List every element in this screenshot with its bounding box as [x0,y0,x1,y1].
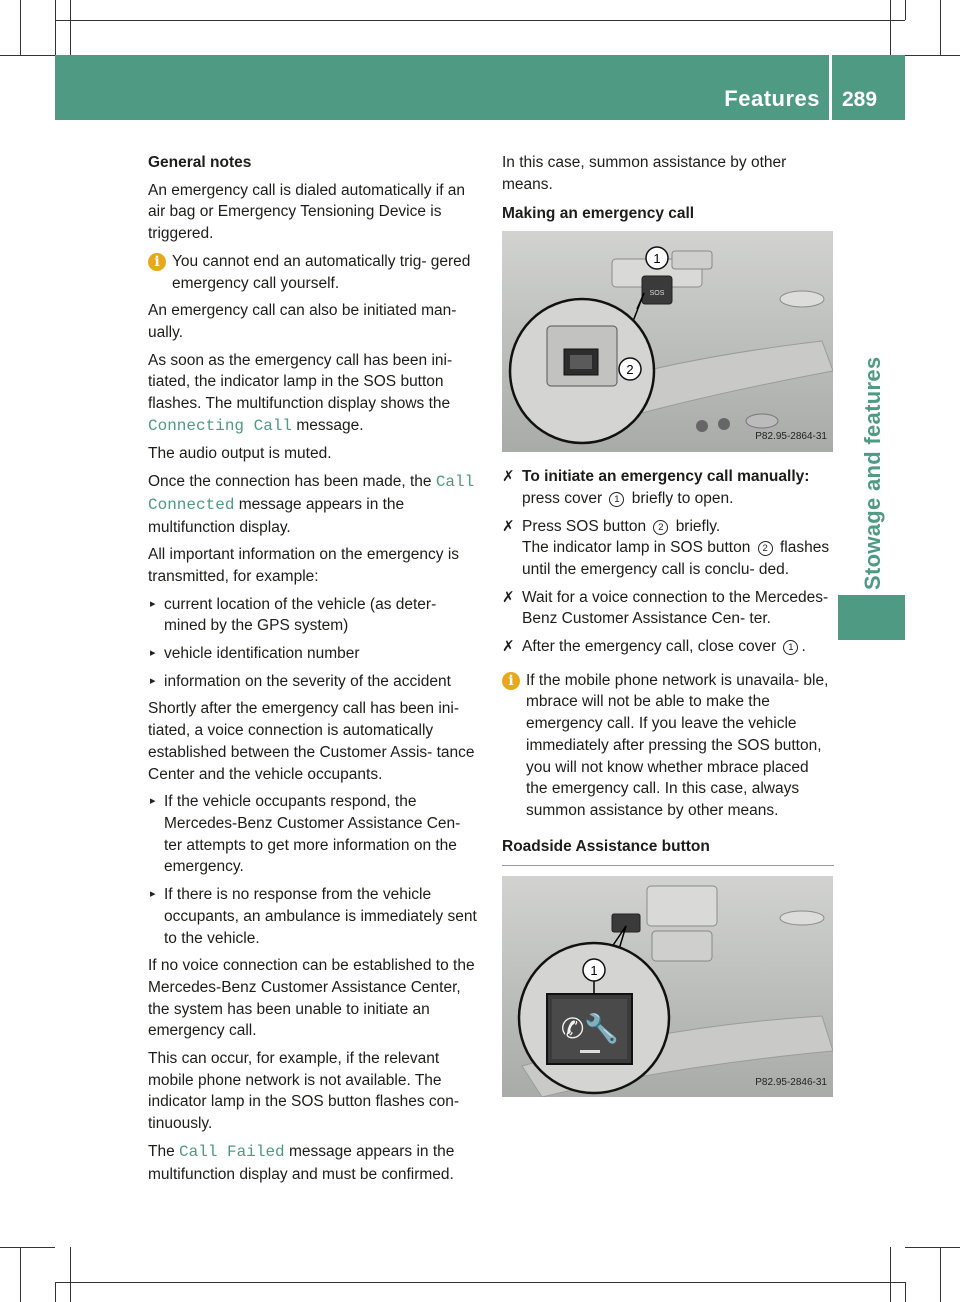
side-tab-block [838,595,905,640]
crop-mark [70,1247,71,1302]
callout-ref: 1 [609,492,624,507]
text: message appears in the multifunction display. [148,495,405,536]
text: Wait for a voice connection to the Mercedes-Benz Customer Assistance Cen- ter. [522,588,829,628]
text: flashes until the emergency call is conclu- ded. [522,539,830,578]
instruction-step [502,466,834,509]
text: message appears in the multifunction display and must be confirmed. [148,1142,455,1183]
callout-2: 2 [626,362,634,378]
figure-roadside-button [502,876,833,1097]
crop-mark [55,0,56,20]
text: briefly. [675,517,721,535]
text: briefly to open. [631,489,734,507]
crop-mark [905,1247,960,1248]
callout-ref: 2 [758,541,773,556]
step-marker-icon: ✗ [502,588,515,606]
text: The [148,1142,175,1160]
instruction-step [502,587,834,630]
crop-mark [940,1247,941,1302]
crop-mark [940,0,941,55]
paragraph [148,471,481,538]
crop-mark [0,1247,55,1248]
list-item: ▸ If the vehicle occupants respond, the Mercedes-Benz Customer Assistance Cen- ter attempts to get more information on the emergency. [148,791,481,878]
left-column [148,152,481,1191]
text: As soon as the emergency call has been ini- tiated, the indicator lamp in the SOS button flashes. The multifunction display shows the [148,351,453,413]
callout-1: 1 [653,251,661,267]
text: The indicator lamp in SOS button [522,539,751,557]
instruction-step [502,636,834,658]
paragraph: Shortly after the emergency call has been ini- tiated, a voice connection is automatically established between the Customer Assis- tance Center and the vehicle occupants. [148,700,475,783]
display-message: Call Connected [148,473,475,514]
step-marker-icon: ✗ [502,468,515,486]
info-icon: i [148,253,166,271]
paragraph: The audio output is muted. [148,445,332,463]
crop-mark [0,55,55,56]
step-marker-icon: ✗ [502,517,515,535]
figure-code: P82.95-2864-31 [755,431,827,443]
section-heading: Making an emergency call [502,205,695,223]
crop-mark [55,20,56,55]
crop-mark [905,0,906,20]
callout-ref: 1 [783,640,798,655]
paragraph [148,350,481,438]
callout-ref: 2 [653,520,668,535]
text: Press SOS button [522,517,647,535]
header-divider [829,55,832,120]
sos-label: SOS [649,290,665,298]
list-item: ▸ If there is no response from the vehicle occupants, an ambulance is immediately sent to the vehicle. [148,884,481,949]
text: message. [296,416,364,434]
crop-mark [70,0,71,55]
crop-mark [55,1282,905,1283]
info-text: If the mobile phone network is unavaila- ble, mbrace will not be able to make the emergency call. If you leave the vehicle immediately after pressing the SOS button, you will not know whether mbrace placed the emergency call. In this case, always summon assistance by other means. [526,671,829,819]
paragraph: In this case, summon assistance by other means. [502,154,787,193]
paragraph: This can occur, for example, if the relevant mobile phone network is not available. The indicator lamp in the SOS button flashes con- tinuously. [148,1050,460,1133]
paragraph [148,1141,481,1185]
list-item: ▸ information on the severity of the accident [148,671,481,693]
step-marker-icon: ✗ [502,638,515,656]
side-tab-label: Stowage and features [860,356,885,590]
info-text: You cannot end an automatically trig- gered emergency call yourself. [172,252,471,292]
right-column [502,152,834,1097]
text: After the emergency call, close cover [522,638,777,656]
crop-mark [890,0,891,55]
crop-mark [55,1282,56,1302]
page-number: 289 [842,88,878,111]
text: Once the connection has been made, the [148,473,432,491]
paragraph: All important information on the emergency is transmitted, for example: [148,546,460,585]
section-heading: Roadside Assistance button [502,837,710,855]
step-title: To initiate an emergency call manually: [522,468,810,486]
side-tab [838,120,905,590]
crop-mark [905,1282,906,1302]
figure-sos-button [502,231,833,452]
roadside-illustration [502,876,833,1097]
paragraph: An emergency call is dialed automatically if an air bag or Emergency Tensioning Device is triggered. [148,181,466,243]
phone-wrench-icon: ✆🔧 [560,1012,620,1046]
info-note [148,251,481,294]
info-icon: i [502,672,520,690]
crop-mark [890,1247,891,1302]
text: press cover [522,489,603,507]
text: . [801,638,806,656]
instruction-step [502,516,834,581]
section-heading: General notes [148,154,252,171]
crop-mark [55,20,905,21]
info-note [502,670,834,822]
crop-mark [20,0,21,55]
crop-mark [905,55,960,56]
crop-mark [20,1247,21,1302]
display-message: Connecting Call [148,416,293,435]
page-title: Features [724,86,820,111]
paragraph: If no voice connection can be established to the Mercedes-Benz Customer Assistance Center, the system has been unable to initiate an emergency call. [148,957,475,1040]
paragraph: An emergency call can also be initiated man- ually. [148,302,457,341]
callout-1: 1 [590,963,598,979]
sos-illustration [502,231,833,452]
figure-code: P82.95-2846-31 [755,1076,827,1088]
section-rule [502,865,834,866]
list-item: ▸ current location of the vehicle (as deter- mined by the GPS system) [148,594,481,637]
list-item: ▸ vehicle identification number [148,643,481,665]
display-message: Call Failed [179,1142,285,1161]
